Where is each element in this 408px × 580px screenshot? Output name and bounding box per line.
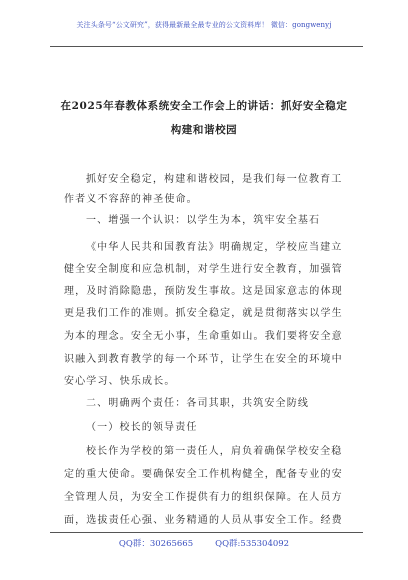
body-line: 安心学习、快乐成长。 — [64, 376, 176, 387]
body-line: 抓好安全稳定，构建和谐校园，是我们每一位教育工 — [86, 174, 343, 185]
body-line: 健全安全制度和应急机制，对学生进行安全教育，加强管 — [64, 264, 343, 275]
document-title: 在2025年春教体系统安全工作会上的讲话：抓好安全稳定 — [60, 100, 348, 112]
body-line: 面，选拔责任心强、业务精通的人员从事安全工作。经费 — [64, 515, 343, 526]
body-line: 作者义不容辞的神圣使命。 — [64, 194, 198, 205]
body-line: 定的重大使命。要确保安全工作机构健全，配备专业的安 — [64, 469, 343, 480]
document-title-continuation: 构建和谐校园 — [170, 124, 238, 136]
qq-group-1: QQ群：30265665 — [118, 539, 194, 549]
header-divider — [50, 46, 363, 47]
body-line: 全管理人员，为安全工作提供有力的组织保障。在人员方 — [64, 492, 343, 503]
section-heading: 二、明确两个责任：各司其职，共筑安全防线 — [86, 398, 309, 409]
body-line: 更是我们工作的准则。抓安全稳定，就是贯彻落实以学生 — [64, 308, 343, 319]
body-line: 理，及时消除隐患，预防发生事故。这是国家意志的体现 — [64, 286, 343, 297]
footer-divider — [50, 532, 363, 533]
body-line: 校长作为学校的第一责任人，肩负着确保学校安全稳 — [86, 446, 343, 457]
body-line: 识融入到教育教学的每一个环节，让学生在安全的环境中 — [64, 354, 343, 365]
promo-header: 关注头条号“公文研究”，获得最新最全最专业的公文资料库！ 微信：gongwenyj — [76, 21, 332, 29]
body-line: 《中华人民共和国教育法》明确规定，学校应当建立 — [86, 242, 343, 253]
subsection-heading: （一）校长的领导责任 — [86, 422, 198, 433]
footer-contact — [0, 537, 408, 549]
body-line: 为本的理念。安全无小事，生命重如山。我们要将安全意 — [64, 331, 343, 342]
qq-group-2: QQ群:535304092 — [215, 539, 290, 549]
section-heading: 一、增强一个认识：以学生为本，筑牢安全基石 — [86, 215, 321, 226]
